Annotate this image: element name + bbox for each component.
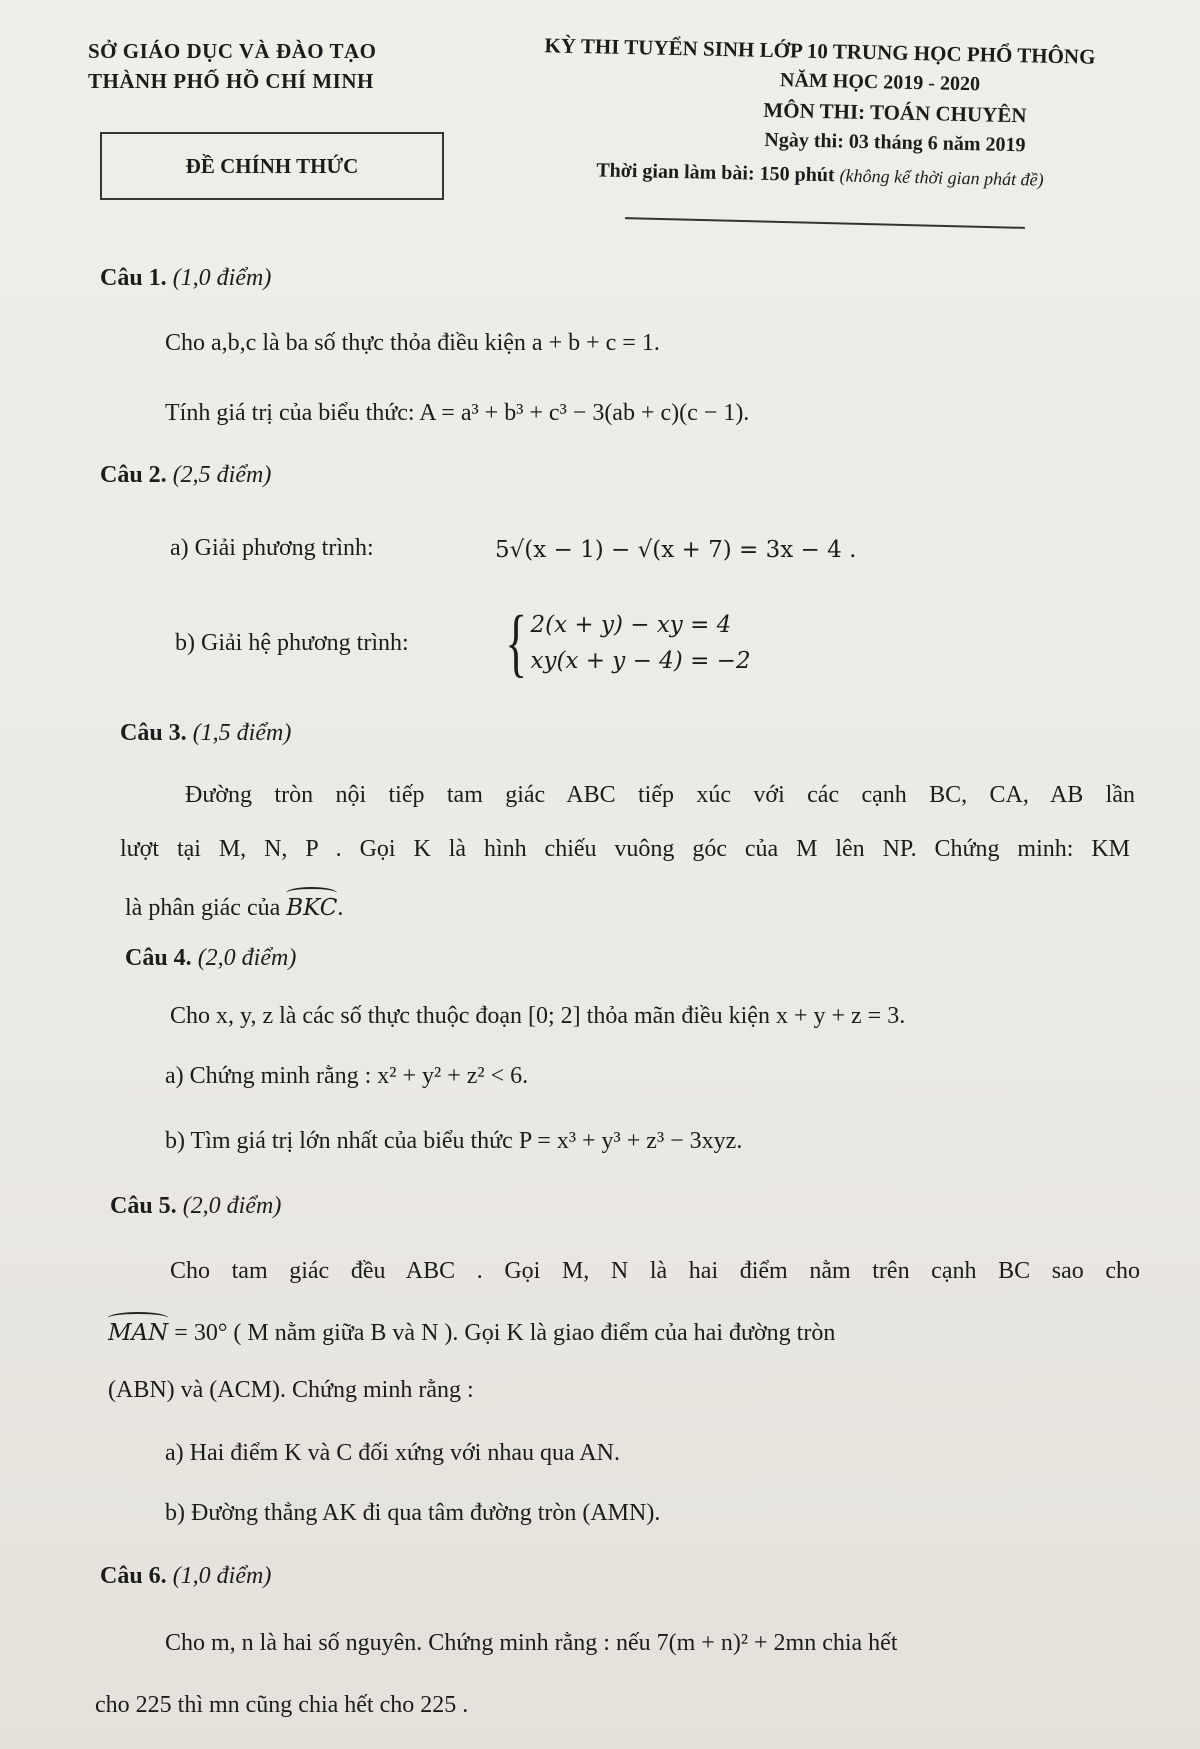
brace-icon: { <box>505 601 528 685</box>
question-5-title <box>110 1193 281 1220</box>
q2b-equation-2: xy(x + y − 4) = −2 <box>530 648 751 674</box>
points-text: (2,0 điểm) <box>182 1193 282 1219</box>
q3-line-1: Đường tròn nội tiếp tam giác ABC tiếp xúc với các cạnh BC, CA, AB lần <box>185 782 1135 808</box>
exam-title: KỲ THI TUYỂN SINH LỚP 10 TRUNG HỌC PHỔ THÔNG <box>544 33 1096 69</box>
q2b-equation-1: 2(x + y) − xy = 4 <box>530 612 732 638</box>
question-points <box>198 945 297 971</box>
department-header <box>88 36 377 96</box>
header-underline <box>625 217 1025 229</box>
school-year: NĂM HỌC 2019 - 2020 <box>779 69 981 96</box>
q1-line-2: Tính giá trị của biểu thức: A = a³ + b³ + c³ − 3(ab + c)(c − 1). <box>165 400 750 426</box>
q3-line-3 <box>125 895 343 922</box>
q2b-label: b) Giải hệ phương trình: <box>175 630 409 656</box>
q5-line-3: (ABN) và (ACM). Chứng minh rằng : <box>108 1377 474 1403</box>
q4b: b) Tìm giá trị lớn nhất của biểu thức P = x³ + y³ + z³ − 3xyz. <box>165 1128 743 1154</box>
points-text: (2,0 điểm) <box>197 945 297 971</box>
question-6-title <box>100 1563 271 1590</box>
question-title: Câu 2. <box>100 462 167 488</box>
question-1-title <box>100 265 271 292</box>
angle-bkc: BKC <box>286 895 338 921</box>
official-label: ĐỀ CHÍNH THỨC <box>185 153 359 178</box>
official-label-box <box>100 132 444 200</box>
q4a: a) Chứng minh rằng : x² + y² + z² < 6. <box>165 1063 529 1089</box>
question-3-title <box>120 720 291 747</box>
q3-line-2: lượt tại M, N, P . Gọi K là hình chiếu vuông góc của M lên NP. Chứng minh: KM <box>120 836 1130 862</box>
question-title: Câu 6. <box>100 1563 167 1589</box>
q5a: a) Hai điểm K và C đối xứng với nhau qua AN. <box>165 1440 620 1466</box>
question-points <box>183 1193 282 1219</box>
q5-line-2 <box>108 1320 1148 1347</box>
q6-line-1: Cho m, n là hai số nguyên. Chứng minh rằng : nếu 7(m + n)² + 2mn chia hết <box>165 1630 898 1656</box>
exam-subject: MÔN THI: TOÁN CHUYÊN <box>763 97 1027 128</box>
q2b-system <box>498 601 751 685</box>
duration-note: (không kể thời gian phát đề) <box>839 165 1044 190</box>
question-points <box>173 265 272 291</box>
exam-header <box>490 33 1150 190</box>
points-text: (1,5 điểm) <box>192 720 292 746</box>
q4-line-1: Cho x, y, z là các số thực thuộc đoạn [0; 2] thỏa mãn điều kiện x + y + z = 3. <box>170 1003 906 1029</box>
question-points <box>193 720 292 746</box>
points-text: (1,0 điểm) <box>172 1563 272 1589</box>
question-title: Câu 1. <box>100 265 167 291</box>
q5-line-1: Cho tam giác đều ABC . Gọi M, N là hai điểm nằm trên cạnh BC sao cho <box>170 1258 1140 1284</box>
question-title: Câu 3. <box>120 720 187 746</box>
q5-text: = 30° ( M nằm giữa B và N ). Gọi K là giao điểm của hai đường tròn <box>168 1320 836 1346</box>
question-2-title <box>100 462 271 489</box>
department-line-2: THÀNH PHỐ HỒ CHÍ MINH <box>88 69 374 93</box>
q6-line-2: cho 225 thì mn cũng chia hết cho 225 . <box>95 1692 469 1718</box>
q2a-equation: 5√(x − 1) − √(x + 7) = 3x − 4 . <box>495 537 857 563</box>
q1-line-1: Cho a,b,c là ba số thực thỏa điều kiện a + b + c = 1. <box>165 330 660 356</box>
angle-man: MAN <box>108 1320 169 1346</box>
points-text: (1,0 điểm) <box>172 265 272 291</box>
q3-period: . <box>337 895 344 921</box>
q2a-label: a) Giải phương trình: <box>170 535 374 561</box>
q3-text: là phân giác của <box>125 895 281 921</box>
duration-text: Thời gian làm bài: 150 phút <box>596 159 835 187</box>
question-title: Câu 4. <box>125 945 192 971</box>
question-points <box>173 1563 272 1589</box>
points-text: (2,5 điểm) <box>172 462 272 488</box>
q5b: b) Đường thẳng AK đi qua tâm đường tròn (AMN). <box>165 1500 661 1526</box>
question-points <box>173 462 272 488</box>
question-4-title <box>125 945 296 972</box>
department-line-1: SỞ GIÁO DỤC VÀ ĐÀO TẠO <box>88 39 377 63</box>
question-title: Câu 5. <box>110 1193 177 1219</box>
exam-date: Ngày thi: 03 tháng 6 năm 2019 <box>764 128 1026 157</box>
